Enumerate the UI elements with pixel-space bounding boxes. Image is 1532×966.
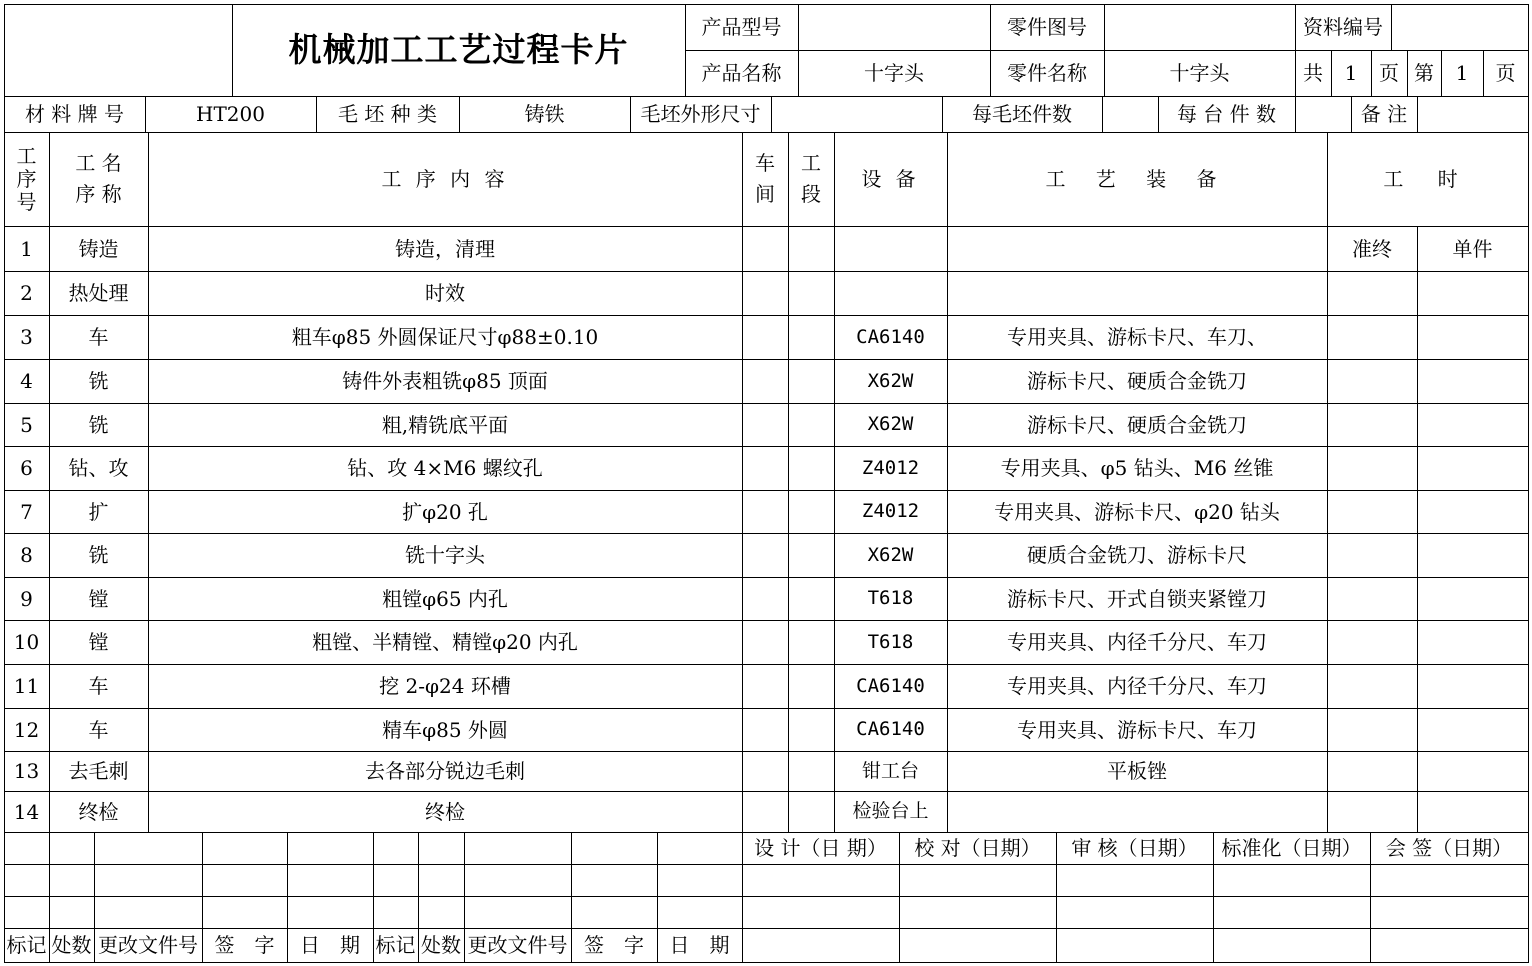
footer-date-1: 日 期 <box>300 933 360 957</box>
footer-change-doc-1: 更改文件号 <box>98 933 198 957</box>
op-equipment: CA6140 <box>856 325 925 348</box>
op-no: 11 <box>13 674 40 698</box>
op-name: 铣 <box>88 369 109 393</box>
footer-change-doc-2: 更改文件号 <box>467 933 568 957</box>
per-machine-label: 每 台 件 数 <box>1176 102 1277 126</box>
blank-type-value[interactable]: 铸铁 <box>524 102 565 126</box>
op-content: 铸件外表粗铣φ85 顶面 <box>342 369 548 393</box>
remark-value[interactable] <box>1417 96 1528 132</box>
blank-size-label: 毛坯外形尺寸 <box>640 102 761 126</box>
op-name: 铣 <box>88 543 109 567</box>
footer-mark-2: 标记 <box>375 933 416 957</box>
signoff-countersign: 会 签（日期） <box>1385 836 1513 860</box>
op-content: 粗镗φ65 内孔 <box>382 586 508 611</box>
page-no[interactable]: 1 <box>1455 61 1469 85</box>
op-tooling: 硬质合金铣刀、游标卡尺 <box>1027 543 1247 567</box>
footer-count-1: 处数 <box>51 933 92 957</box>
op-name: 钻、攻 <box>68 456 129 480</box>
col-workshop-1: 车 <box>755 151 775 175</box>
op-content: 铸造，清理 <box>395 236 495 261</box>
col-section-2: 段 <box>801 182 821 206</box>
op-no: 1 <box>20 236 33 261</box>
op-name: 终检 <box>78 799 119 824</box>
col-section-1: 工 <box>801 151 821 175</box>
op-no: 3 <box>20 325 33 349</box>
col-hours-unit: 单件 <box>1452 236 1493 261</box>
op-content: 扩φ20 孔 <box>402 499 488 524</box>
op-no: 8 <box>20 543 33 567</box>
op-tooling: 专用夹具、φ5 钻头、M6 丝锥 <box>1000 456 1274 480</box>
doc-no-label: 资料编号 <box>1303 15 1383 39</box>
product-model-label: 产品型号 <box>701 15 782 39</box>
op-name: 铸造 <box>78 236 119 261</box>
op-tooling: 游标卡尺、开式自锁夹紧镗刀 <box>1007 586 1267 611</box>
op-content: 去各部分锐边毛刺 <box>365 759 525 783</box>
op-equipment <box>834 271 947 315</box>
op-equipment: CA6140 <box>856 718 925 741</box>
doc-no-value[interactable] <box>1391 4 1528 50</box>
part-name-value[interactable]: 十字头 <box>1169 61 1230 85</box>
col-hours: 工 时 <box>1383 167 1472 191</box>
op-tooling <box>947 791 1327 832</box>
op-equipment: Z4012 <box>861 500 920 523</box>
blank-type-label: 毛 坯 种 类 <box>337 102 438 126</box>
col-hours-prep: 准终 <box>1352 236 1392 261</box>
page-unit-2: 页 <box>1495 61 1516 85</box>
op-content: 挖 2-φ24 环槽 <box>379 674 511 698</box>
op-no: 7 <box>20 499 33 524</box>
col-op-name-2: 序 称 <box>75 182 122 206</box>
col-equipment: 设 备 <box>861 167 920 191</box>
part-drawing-no-value[interactable] <box>1104 4 1295 50</box>
total-pages[interactable]: 1 <box>1344 61 1358 85</box>
signoff-check: 校 对（日期） <box>914 836 1041 860</box>
op-equipment: CA6140 <box>856 674 925 697</box>
op-content: 时效 <box>425 281 465 305</box>
op-equipment: Z4012 <box>861 456 920 479</box>
remark-label: 备 注 <box>1360 102 1408 126</box>
op-content: 铣十字头 <box>405 543 485 567</box>
product-name-label: 产品名称 <box>701 61 782 85</box>
op-content: 精车φ85 外圆 <box>382 717 508 742</box>
page-unit-1: 页 <box>1379 61 1399 85</box>
op-tooling <box>947 226 1327 271</box>
col-section <box>788 132 834 226</box>
blank-size-value[interactable] <box>771 96 942 132</box>
op-no: 10 <box>13 630 40 654</box>
part-name-label: 零件名称 <box>1007 61 1087 85</box>
op-content: 粗车φ85 外圆保证尺寸φ88±0.10 <box>291 325 599 349</box>
col-op-no-3: 号 <box>16 189 37 214</box>
op-equipment: 检验台上 <box>852 800 929 823</box>
op-no: 2 <box>20 281 33 305</box>
op-content: 粗,精铣底平面 <box>381 412 509 437</box>
op-equipment: X62W <box>867 369 914 392</box>
op-name: 镗 <box>88 586 109 611</box>
op-content: 终检 <box>425 799 465 824</box>
total-label: 共 <box>1303 61 1323 85</box>
op-tooling: 游标卡尺、硬质合金铣刀 <box>1027 412 1247 437</box>
op-no: 13 <box>13 759 40 783</box>
op-name: 车 <box>88 674 109 698</box>
op-tooling: 专用夹具、内径千分尺、车刀 <box>1007 630 1267 654</box>
op-no: 5 <box>20 412 33 437</box>
op-content: 钻、攻 4×M6 螺纹孔 <box>347 456 543 480</box>
op-name: 车 <box>88 717 109 742</box>
footer-sign-2: 签 字 <box>584 933 644 957</box>
col-tooling: 工 艺 装 备 <box>1045 167 1229 191</box>
op-equipment: X62W <box>867 543 914 566</box>
material-grade-label: 材 料 牌 号 <box>24 102 125 126</box>
col-op-name <box>49 132 148 226</box>
op-equipment: 钳工台 <box>861 759 919 782</box>
page-label: 第 <box>1414 61 1434 85</box>
op-no: 14 <box>13 799 40 824</box>
op-equipment <box>834 226 947 271</box>
op-name: 车 <box>88 325 109 349</box>
col-workshop <box>742 132 788 226</box>
part-drawing-no-label: 零件图号 <box>1007 15 1087 39</box>
op-name: 镗 <box>88 630 109 654</box>
col-op-no-2: 序 <box>16 166 37 191</box>
footer-sign-1: 签 字 <box>214 933 275 957</box>
card-title: 机械加工工艺过程卡片 <box>288 29 629 69</box>
op-tooling: 平板锉 <box>1107 759 1167 783</box>
signoff-standard: 标准化（日期） <box>1221 836 1362 860</box>
col-workshop-2: 间 <box>755 182 775 206</box>
op-tooling: 专用夹具、游标卡尺、车刀、 <box>1007 325 1267 349</box>
col-op-no <box>4 132 49 226</box>
op-tooling: 游标卡尺、硬质合金铣刀 <box>1027 369 1247 393</box>
op-equipment: X62W <box>867 413 914 436</box>
op-no: 4 <box>20 369 33 393</box>
op-name: 扩 <box>88 499 109 524</box>
op-no: 12 <box>13 717 40 742</box>
op-no: 9 <box>20 586 33 611</box>
signoff-design: 设 计（日 期） <box>754 836 887 860</box>
col-op-name-1: 工 名 <box>75 151 122 175</box>
col-op-no-1: 工 <box>16 143 37 168</box>
op-name: 热处理 <box>68 281 129 305</box>
op-equipment: T618 <box>867 587 914 610</box>
footer-count-2: 处数 <box>421 933 461 957</box>
per-blank-label: 每毛坯件数 <box>972 102 1072 126</box>
signoff-review: 审 核（日期） <box>1071 836 1198 860</box>
op-tooling: 专用夹具、游标卡尺、φ20 钻头 <box>994 499 1280 524</box>
op-equipment: T618 <box>867 630 914 653</box>
op-tooling: 专用夹具、游标卡尺、车刀 <box>1017 717 1257 742</box>
op-tooling <box>947 271 1327 315</box>
op-content: 粗镗、半精镗、精镗φ20 内孔 <box>312 630 578 654</box>
col-content: 工 序 内 容 <box>381 167 509 191</box>
footer-date-2: 日 期 <box>669 933 730 957</box>
product-model-value[interactable] <box>798 4 990 50</box>
op-no: 6 <box>20 456 33 480</box>
op-tooling: 专用夹具、内径千分尺、车刀 <box>1007 674 1267 698</box>
op-name: 去毛刺 <box>68 759 129 783</box>
op-name: 铣 <box>88 412 109 437</box>
product-name-value[interactable]: 十字头 <box>864 61 924 85</box>
footer-mark-1: 标记 <box>6 933 47 957</box>
per-blank-value[interactable] <box>1102 96 1158 132</box>
material-grade-value[interactable]: HT200 <box>196 102 265 126</box>
per-machine-value[interactable] <box>1295 96 1351 132</box>
